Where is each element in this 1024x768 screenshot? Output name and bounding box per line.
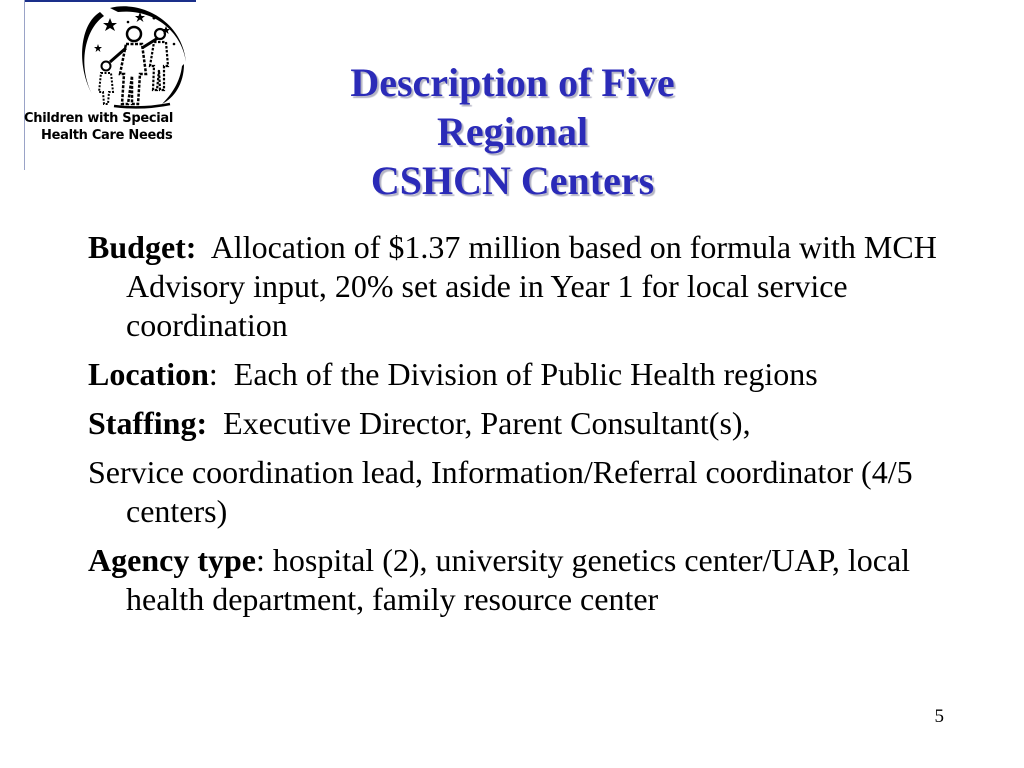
staffing-label: Staffing:: [88, 405, 208, 441]
agency-type-item: [88, 541, 948, 619]
agency-type-text: hospital (2), university genetics center/UAP, local health department, family resource center: [126, 542, 919, 617]
budget-label: Budget:: [88, 229, 197, 265]
location-separator: :: [208, 356, 218, 392]
location-item: [88, 355, 948, 394]
slide-title: [280, 58, 745, 205]
logo-frame-top: [24, 0, 196, 2]
staffing-text: Executive Director, Parent Consultant(s),: [207, 405, 751, 441]
page-number: 5: [934, 706, 944, 727]
slide-body: [88, 228, 948, 629]
staffing-item: [88, 404, 948, 443]
slide-title-line-3: CSHCN Centers: [370, 158, 655, 203]
logo-caption-line-1: Children with Special: [24, 111, 174, 126]
agency-type-separator: :: [255, 542, 265, 578]
budget-item: [88, 228, 948, 345]
service-coordination-item: [88, 453, 948, 531]
service-coordination-text: Service coordination lead, Information/Referral coordinator (4/5 centers): [88, 454, 921, 529]
logo-caption: [24, 110, 196, 144]
location-label: Location: [88, 356, 209, 392]
slide-title-line-1: Description of Five: [350, 60, 675, 105]
slide-title-line-2: Regional: [436, 109, 589, 154]
agency-type-label: Agency type: [88, 542, 256, 578]
logo-caption-line-2: Health Care Needs: [41, 128, 173, 143]
location-text: Each of the Division of Public Health regions: [217, 356, 818, 392]
budget-text: Allocation of $1.37 million based on formula with MCH Advisory input, 20% set aside in Year 1 for local service coordination: [126, 229, 944, 343]
organization-logo: [24, 0, 196, 170]
logo-frame-left: [24, 0, 25, 170]
family-figures-icon: [70, 4, 190, 112]
